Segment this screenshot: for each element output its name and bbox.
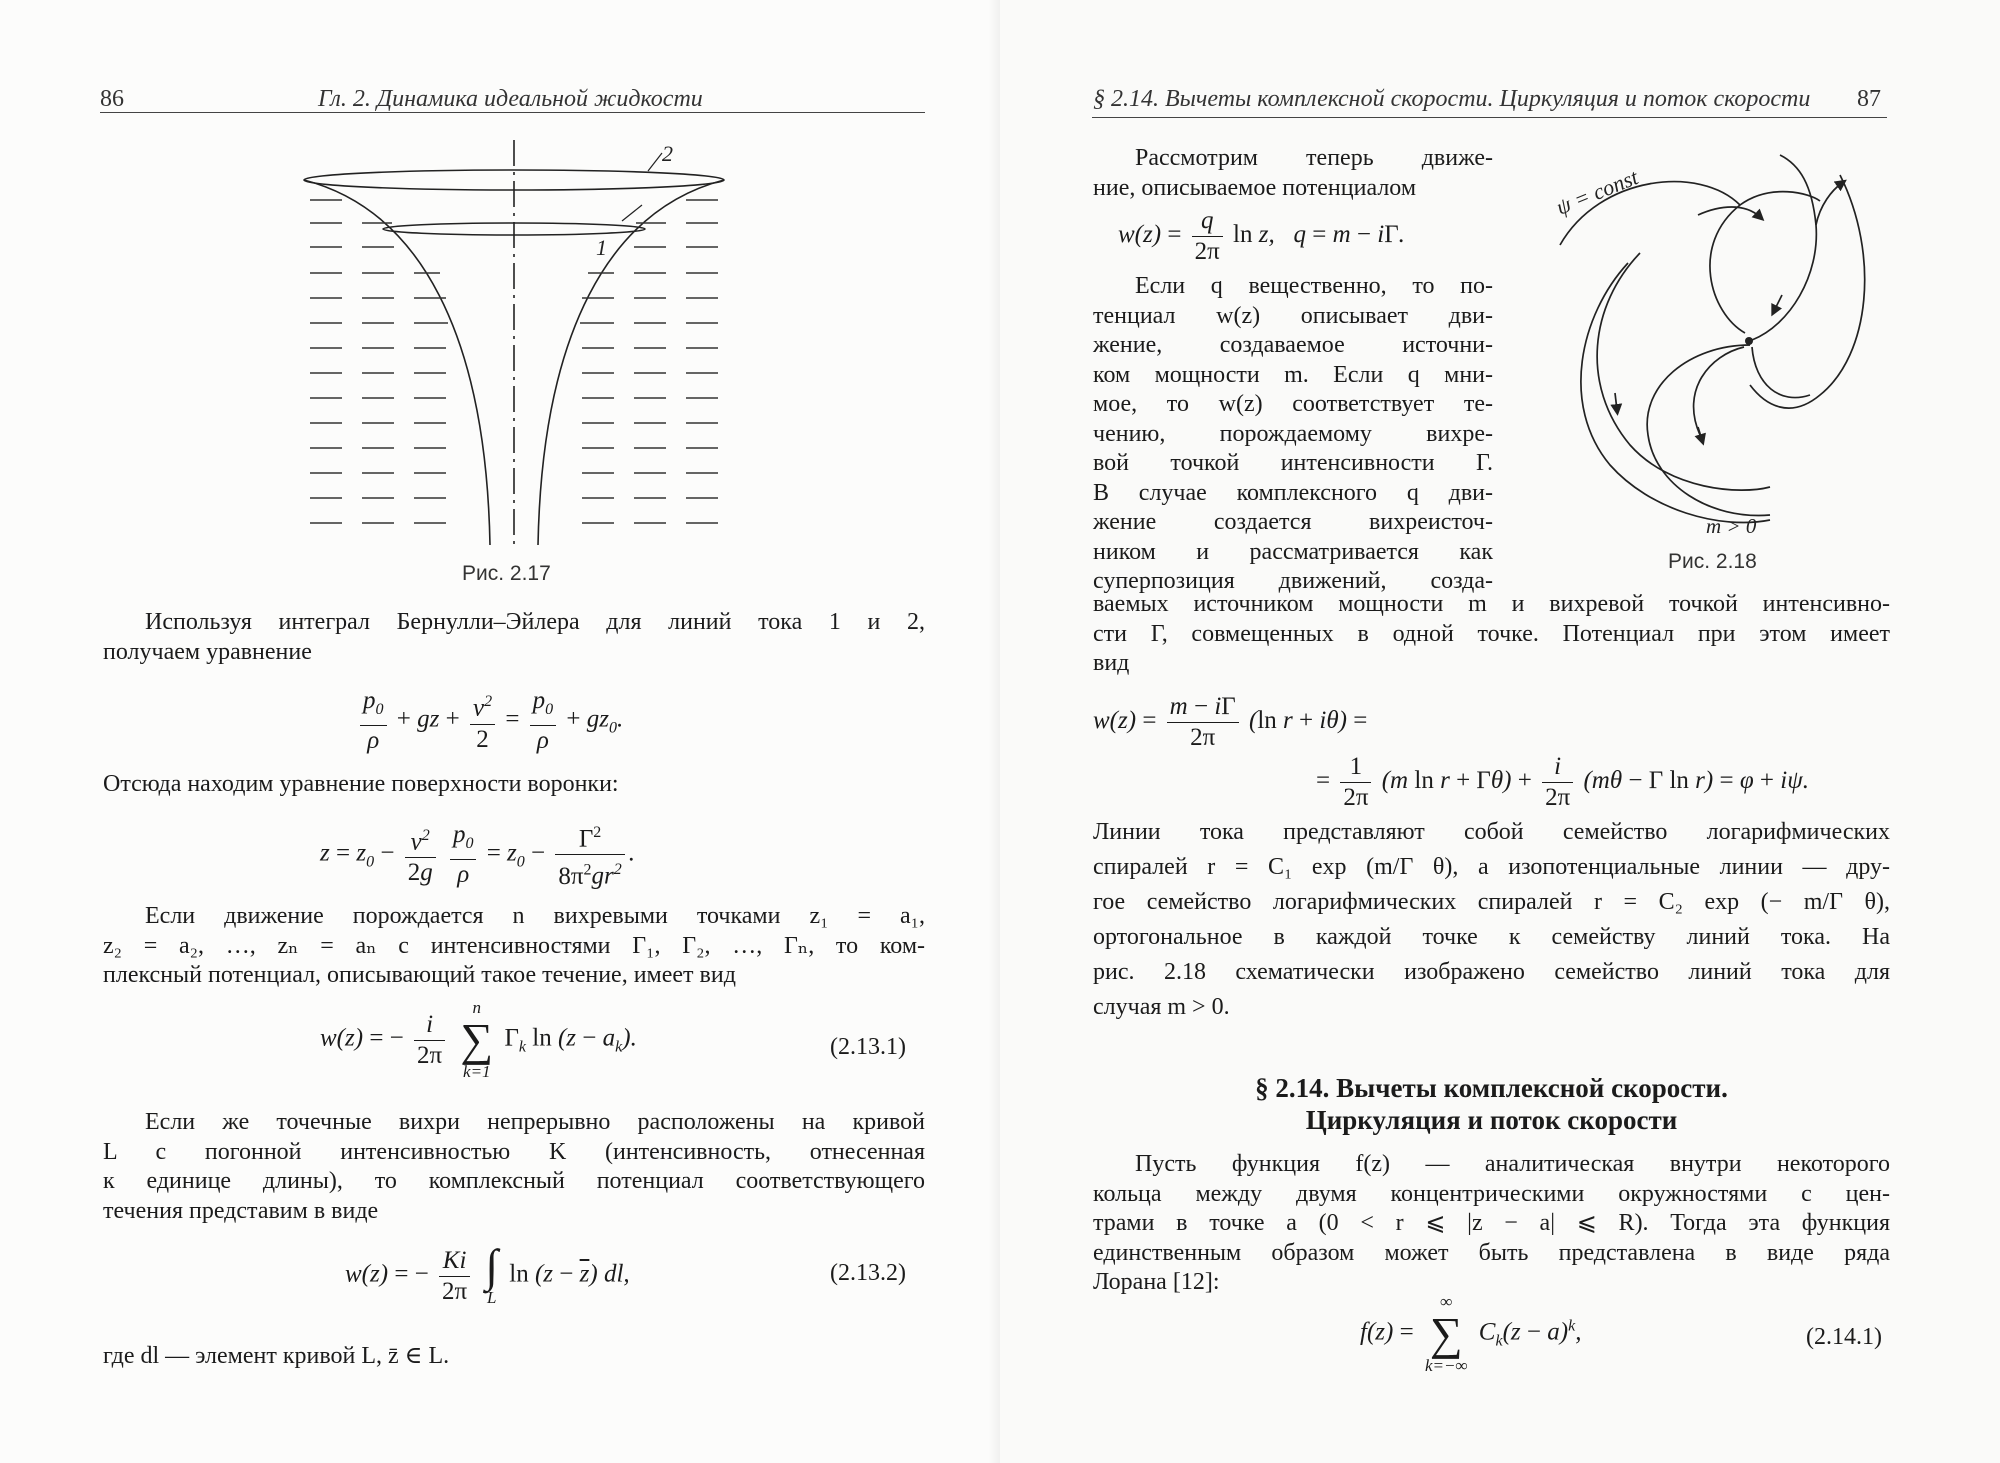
- right-running-head: § 2.14. Вычеты комплексной скорости. Циркуляция и поток скорости: [1093, 86, 1811, 112]
- text-line: получаем уравнение: [103, 638, 312, 665]
- paragraph-continuous-vortices: [103, 1108, 925, 1226]
- text-line: В случае комплексного q дви-: [1093, 479, 1493, 506]
- paragraph-bernoulli: [103, 608, 925, 667]
- equation-vortex-source: w(z) = $\frac{q}{2\pi}$ ln z, q = m − iΓ.: [1118, 207, 1405, 265]
- text-line: ваемых источником мощности m и вихревой точкой интенсивно-: [1093, 591, 1890, 617]
- text-line: Линии тока представляют собой семейство логарифмических: [1093, 819, 1890, 845]
- text-line: ником и рассматривается как: [1093, 538, 1493, 565]
- text-line: кольца между двумя концентрическими окружностями с цен-: [1093, 1180, 1890, 1207]
- streamline-arm-1: [1710, 192, 1820, 333]
- streamline-outer: [1581, 263, 1770, 523]
- equation-funnel-surface: $z = z_0$ − $\frac{v^2}{2g}$ $\frac{p_0}{\rho}$ = $z_0$ − $\frac{\Gamma^2}{8\pi^2gr^2}$ .: [320, 818, 635, 892]
- text-line: вид: [1093, 650, 1130, 676]
- figure-label-psi-const: ψ = const: [1552, 164, 1642, 220]
- text-line: чению, порождаемому вихре-: [1093, 420, 1493, 447]
- text-line: z₂ = a₂, …, zₙ = aₙ с интенсивностями Γ₁, Γ₂, …, Γₙ, то ком-: [103, 932, 925, 959]
- equation-2-13-1: w(z) = − $\frac{i}{2\pi}$ n ∑ k=1 $\Gamma_k$ $\ln (z - a_k)$.: [320, 998, 637, 1081]
- text-line: L с погонной интенсивностью K (интенсивность, отнесенная: [103, 1138, 925, 1165]
- paragraph-vortex-source-intro: [1093, 144, 1493, 203]
- text-line: Пусть функция f(z) — аналитическая внутри некоторого: [1135, 1151, 1890, 1177]
- text-line: сти Γ, совмещенных в одной точке. Потенциал при этом имеет: [1093, 620, 1890, 647]
- paragraph-laurent: [1093, 1150, 1890, 1298]
- paragraph-streamlines: [1093, 815, 1890, 1025]
- left-header-rule: [100, 112, 925, 113]
- text-line: Если движение порождается n вихревыми точками z₁ = a₁,: [145, 903, 925, 929]
- equation-number-2-13-2: (2.13.2): [830, 1260, 906, 1286]
- paragraph-superposition: [1093, 590, 1890, 679]
- figure-label-2: 2: [662, 141, 673, 166]
- section-title-line-2: Циркуляция и поток скорости: [1305, 1105, 1678, 1135]
- text-line: течения представим в виде: [103, 1197, 379, 1224]
- text-line: тенциал w(z) описывает дви-: [1093, 302, 1493, 329]
- streamline-arm-2-outer: [1750, 175, 1865, 408]
- vortex-source-point: [1745, 337, 1753, 345]
- funnel-vortex-figure: [290, 135, 740, 555]
- streamline-arrow-2: [1816, 183, 1842, 225]
- text-line: жение, создаваемое источни-: [1093, 332, 1493, 358]
- right-page-number: 87: [1857, 86, 1881, 112]
- text-line: ортогональное в каждой точке к семейству линий тока. На: [1093, 924, 1890, 950]
- equation-number-2-14-1: (2.14.1): [1806, 1324, 1882, 1350]
- right-header-rule: [1092, 117, 1887, 118]
- streamline-arm-4: [1694, 347, 1744, 435]
- paragraph-vortex-source-cases: [1093, 272, 1493, 597]
- figure-2-17-caption: Рис. 2.17: [462, 562, 551, 585]
- text-line: рис. 2.18 схематически изображено семейство линий тока для: [1093, 959, 1890, 985]
- text-line: случая m > 0.: [1093, 994, 1230, 1020]
- section-heading-2-14: [1093, 1072, 1890, 1136]
- equation-potential-line-2: = $\frac{1}{2\pi}$ (m ln r + Γθ) + $\frac{i}{2\pi}$ (mθ − Γ ln r) = φ + iψ.: [1316, 753, 1809, 811]
- text-line: спиралей r = C₁ exp (m/Γ θ), а изопотенциальные линии — дру-: [1093, 854, 1890, 880]
- text-line: жение создается вихреисточ-: [1093, 509, 1493, 535]
- text-line: единственным образом может быть представлена в виде ряда: [1093, 1239, 1890, 1266]
- equation-2-13-2: w(z) = − $\frac{Ki}{2\pi}$ ∫ L $\ln (z - \overline{z})$ dl,: [345, 1240, 630, 1307]
- text-line: суперпозиция движений, созда-: [1093, 568, 1493, 594]
- figure-2-18-caption: Рис. 2.18: [1668, 550, 1757, 573]
- text-line: Если же точечные вихри непрерывно расположены на кривой: [145, 1109, 925, 1135]
- left-page-number: 86: [100, 86, 124, 112]
- equation-potential-line-1: w(z) = $\frac{m - i\Gamma}{2\pi}$ (ln r + iθ) =: [1093, 693, 1368, 751]
- paragraph-vortex-points: [103, 902, 925, 991]
- right-page: [1000, 0, 2000, 1463]
- figure-label-1: 1: [596, 235, 607, 260]
- text-line: плексный потенциал, описывающий такое течение, имеет вид: [103, 962, 736, 988]
- left-running-head: Гл. 2. Динамика идеальной жидкости: [318, 86, 703, 112]
- text-line: Используя интеграл Бернулли–Эйлера для линий тока 1 и 2,: [145, 609, 925, 635]
- text-line: трами в точке a (0 < r ⩽ |z − a| ⩽ R). Тогда эта функция: [1093, 1210, 1890, 1236]
- text-line: к единице длины), то комплексный потенциал соответствующего: [103, 1168, 925, 1194]
- text-line: мое, то w(z) соответствует те-: [1093, 391, 1493, 417]
- text-line: ком мощности m. Если q мни-: [1093, 361, 1493, 388]
- streamline-arm-6: [1597, 253, 1770, 490]
- text-line: Рассмотрим теперь движе-: [1135, 145, 1493, 171]
- equation-number-2-13-1: (2.13.1): [830, 1034, 906, 1060]
- equation-bernoulli: $\frac{p_0}{\rho}$ + gz + $\frac{v^2}{2}$ = $\frac{p_0}{\rho}$ + $gz_0$.: [356, 686, 623, 756]
- section-title-line-1: § 2.14. Вычеты комплексной скорости.: [1255, 1073, 1728, 1103]
- text-line: гое семейство логарифмических спиралей r = C₂ exp (− m/Γ θ),: [1093, 889, 1890, 915]
- equation-2-14-1: f(z) = ∞ ∑ k=−∞ $C_k(z - a)^k$,: [1360, 1292, 1582, 1375]
- text-line: Лорана [12]:: [1093, 1269, 1220, 1295]
- paragraph-surface: Отсюда находим уравнение поверхности воронки:: [103, 771, 619, 797]
- streamline-arm-2: [1752, 155, 1816, 340]
- text-line: ние, описываемое потенциалом: [1093, 174, 1417, 201]
- text-line: вой точкой интенсивности Γ.: [1093, 450, 1493, 476]
- spiral-streamlines-figure: [1520, 135, 1940, 555]
- paragraph-where-dl: где dl — элемент кривой L, z̄ ∈ L.: [103, 1343, 450, 1369]
- streamline-arm-3: [1752, 347, 1810, 398]
- figure-label-m-positive: m > 0: [1706, 514, 1757, 538]
- text-line: Если q вещественно, то по-: [1135, 273, 1493, 299]
